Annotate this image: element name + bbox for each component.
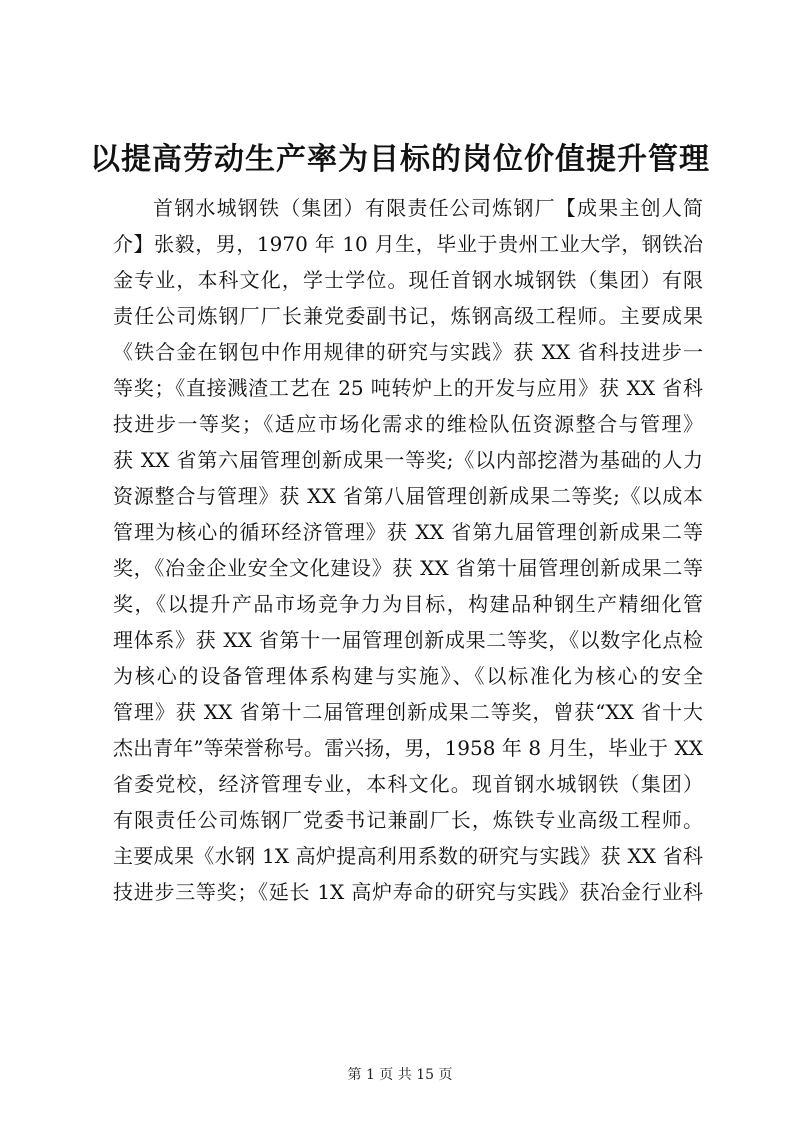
paragraph-line: 资源整合与管理》获 XX 省第八届管理创新成果二等奖;《以成本 <box>113 484 703 508</box>
paragraph-line: 金专业，本科文化，学士学位。现任首钢水城钢铁（集团）有限 <box>113 268 703 292</box>
paragraph-line: 等奖；《直接溅渣工艺在 25 吨转炉上的开发与应用》获 XX 省科 <box>113 376 703 400</box>
paragraph-line: 《铁合金在钢包中作用规律的研究与实践》获 XX 省科技进步一 <box>113 340 703 364</box>
paragraph-line: 奖，《冶金企业安全文化建设》获 XX 省第十届管理创新成果二等 <box>113 556 703 580</box>
paragraph-line: 责任公司炼钢厂厂长兼党委副书记，炼钢高级工程师。主要成果 <box>113 304 703 328</box>
paragraph-line: 技进步三等奖；《延长 1X 高炉寿命的研究与实践》获冶金行业科 <box>113 880 703 904</box>
paragraph-line: 首钢水城钢铁（集团）有限责任公司炼钢厂【成果主创人简 <box>153 196 703 220</box>
paragraph-line: 主要成果《水钢 1X 高炉提高利用系数的研究与实践》获 XX 省科 <box>113 844 703 868</box>
paragraph-line: 省委党校，经济管理专业，本科文化。现首钢水城钢铁（集团） <box>113 772 703 796</box>
paragraph-line: 有限责任公司炼钢厂党委书记兼副厂长，炼铁专业高级工程师。 <box>113 808 703 832</box>
paragraph-line: 为核心的设备管理体系构建与实施》、《以标准化为核心的安全 <box>113 664 703 688</box>
paragraph-line: 理体系》获 XX 省第十一届管理创新成果二等奖，《以数字化点检 <box>113 628 703 652</box>
paragraph-line: 奖，《以提升产品市场竞争力为目标，构建品种钢生产精细化管 <box>113 592 703 616</box>
paragraph-line: 获 XX 省第六届管理创新成果一等奖;《以内部挖潜为基础的人力 <box>113 448 703 472</box>
body-paragraph <box>113 190 703 910</box>
page-number: 第 1 页 共 15 页 <box>347 1067 453 1083</box>
paragraph-line: 管理》获 XX 省第十二届管理创新成果二等奖，曾获“XX 省十大 <box>113 700 703 724</box>
document-title: 以提高劳动生产率为目标的岗位价值提升管理 <box>90 142 710 177</box>
paragraph-line: 杰出青年”等荣誉称号。雷兴扬，男，1958 年 8 月生，毕业于 XX <box>113 736 703 760</box>
paragraph-line: 介】张毅，男，1970 年 10 月生，毕业于贵州工业大学，钢铁冶 <box>113 232 703 256</box>
paragraph-line: 技进步一等奖；《适应市场化需求的维检队伍资源整合与管理》 <box>113 412 703 436</box>
paragraph-line: 管理为核心的循环经济管理》获 XX 省第九届管理创新成果二等 <box>113 520 703 544</box>
